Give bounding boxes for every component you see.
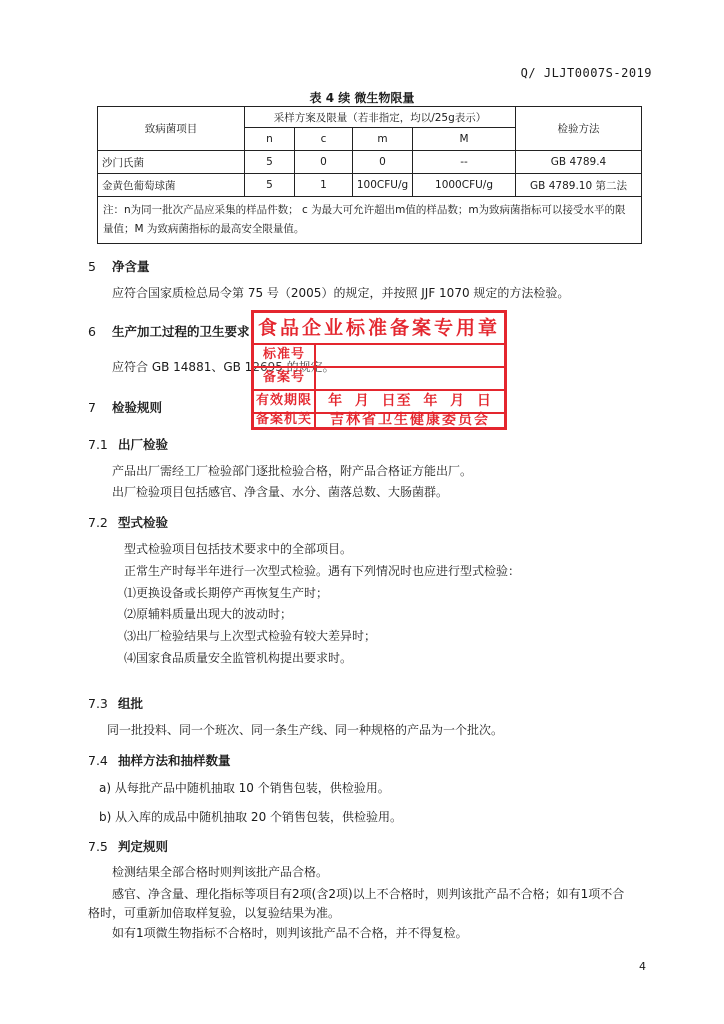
stamp-label: 标准号 bbox=[254, 344, 316, 366]
section-7-heading bbox=[88, 398, 162, 416]
cell-method: GB 4789.10 第二法 bbox=[516, 174, 642, 197]
section-7-5-line: 检测结果全部合格时则判该批产品合格。 bbox=[112, 865, 329, 879]
cell-n: 5 bbox=[245, 174, 295, 197]
col-header-item: 致病菌项目 bbox=[98, 107, 245, 151]
section-7-2-line: 型式检验项目包括技术要求中的全部项目。 bbox=[124, 542, 353, 556]
section-7-3-text: 同一批投料、同一个班次、同一条生产线、同一种规格的产品为一个批次。 bbox=[107, 723, 504, 737]
section-7-3-heading bbox=[88, 694, 143, 712]
cell-c: 1 bbox=[295, 174, 353, 197]
section-6-heading bbox=[88, 322, 250, 340]
section-7-2-heading bbox=[88, 513, 168, 531]
section-5-text: 应符合国家质检总局令第 75 号（2005）的规定，并按照 JJF 1070 规定的方法检验。 bbox=[112, 286, 570, 300]
standard-code: Q/ JLJT0007S-2019 bbox=[520, 66, 652, 80]
col-header-method: 检验方法 bbox=[516, 107, 642, 151]
section-7-1-line: 出厂检验项目包括感官、净含量、水分、菌落总数、大肠菌群。 bbox=[112, 485, 449, 499]
cell-c: 0 bbox=[295, 151, 353, 174]
section-number: 7.5 bbox=[88, 839, 108, 854]
list-item: a) 从每批产品中随机抽取 10 个销售包装，供检验用。 bbox=[99, 781, 390, 795]
section-title: 生产加工过程的卫生要求 bbox=[112, 324, 250, 339]
section-7-1-line: 产品出厂需经工厂检验部门逐批检验合格，附产品合格证方能出厂。 bbox=[112, 464, 473, 478]
col-header-m: m bbox=[353, 128, 413, 151]
section-7-5-line: 格时，可重新加倍取样复验，以复验结果为准。 bbox=[88, 906, 341, 920]
section-number: 7.2 bbox=[88, 515, 108, 530]
cell-item: 金黄色葡萄球菌 bbox=[98, 174, 245, 197]
table-row bbox=[98, 174, 642, 197]
table-note-row bbox=[98, 197, 642, 244]
section-6-text: 应符合 GB 14881、GB 12695 的规定。 bbox=[112, 360, 335, 374]
section-title: 净含量 bbox=[112, 259, 150, 274]
section-title: 型式检验 bbox=[118, 515, 169, 530]
cell-item: 沙门氏菌 bbox=[98, 151, 245, 174]
section-7-5-line: 感官、净含量、理化指标等项目有2项(含2项)以上不合格时，则判该批产品不合格；如有1项不合 bbox=[112, 887, 625, 901]
stamp-title: 食品企业标准备案专用章 bbox=[254, 313, 504, 345]
section-number: 7.1 bbox=[88, 437, 108, 452]
stamp-authority: 吉林省卫生健康委员会 bbox=[330, 412, 490, 428]
stamp-label: 有效期限 bbox=[254, 390, 316, 412]
list-item: ⑷国家食品质量安全监管机构提出要求时。 bbox=[124, 651, 353, 665]
list-item: ⑶出厂检验结果与上次型式检验有较大差异时； bbox=[124, 629, 377, 643]
table-header-row bbox=[98, 107, 642, 128]
cell-M: 1000CFU/g bbox=[413, 174, 516, 197]
filing-stamp bbox=[251, 310, 507, 430]
table-caption: 表 4 续 微生物限量 bbox=[309, 91, 415, 105]
stamp-row-authority bbox=[254, 410, 504, 430]
section-number: 5 bbox=[88, 259, 96, 274]
section-7-5-line: 如有1项微生物指标不合格时，则判该批产品不合格，并不得复检。 bbox=[112, 926, 468, 940]
col-header-n: n bbox=[245, 128, 295, 151]
section-title: 检验规则 bbox=[112, 400, 163, 415]
section-7-1-heading bbox=[88, 435, 168, 453]
section-title: 抽样方法和抽样数量 bbox=[118, 753, 231, 768]
page-number: 4 bbox=[639, 960, 646, 973]
cell-n: 5 bbox=[245, 151, 295, 174]
list-item: ⑴更换设备或长期停产再恢复生产时； bbox=[124, 586, 329, 600]
section-title: 出厂检验 bbox=[118, 437, 169, 452]
stamp-label: 备案机关 bbox=[254, 410, 316, 430]
col-header-M: M bbox=[413, 128, 516, 151]
section-number: 6 bbox=[88, 324, 96, 339]
list-item: ⑵原辅料质量出现大的波动时； bbox=[124, 607, 293, 621]
table-row bbox=[98, 151, 642, 174]
list-item: b) 从入库的成品中随机抽取 20 个销售包装，供检验用。 bbox=[99, 810, 403, 824]
section-title: 组批 bbox=[118, 696, 144, 711]
cell-method: GB 4789.4 bbox=[516, 151, 642, 174]
table-note: 注：n为同一批次产品应采集的样品件数； c 为最大可允许超出m值的样品数；m为致病菌指标可以接受水平的限量值；M 为致病菌指标的最高安全限量值。 bbox=[98, 197, 642, 244]
section-number: 7.4 bbox=[88, 753, 108, 768]
col-header-plan: 采样方案及限量（若非指定，均以/25g表示） bbox=[245, 107, 516, 128]
cell-M: -- bbox=[413, 151, 516, 174]
section-7-2-line: 正常生产时每半年进行一次型式检验。遇有下列情况时也应进行型式检验： bbox=[124, 564, 521, 578]
microbe-limit-table bbox=[97, 106, 642, 244]
section-7-5-heading bbox=[88, 837, 168, 855]
stamp-row-filing-no bbox=[254, 367, 504, 391]
col-header-c: c bbox=[295, 128, 353, 151]
stamp-row-standard bbox=[254, 344, 504, 368]
section-5-heading bbox=[88, 257, 150, 275]
cell-m: 100CFU/g bbox=[353, 174, 413, 197]
stamp-validity: 年 月 日至 年 月 日 bbox=[328, 393, 492, 409]
section-number: 7 bbox=[88, 400, 96, 415]
cell-m: 0 bbox=[353, 151, 413, 174]
section-title: 判定规则 bbox=[118, 839, 169, 854]
stamp-label: 备案号 bbox=[254, 367, 316, 389]
section-number: 7.3 bbox=[88, 696, 108, 711]
section-7-4-heading bbox=[88, 751, 231, 769]
